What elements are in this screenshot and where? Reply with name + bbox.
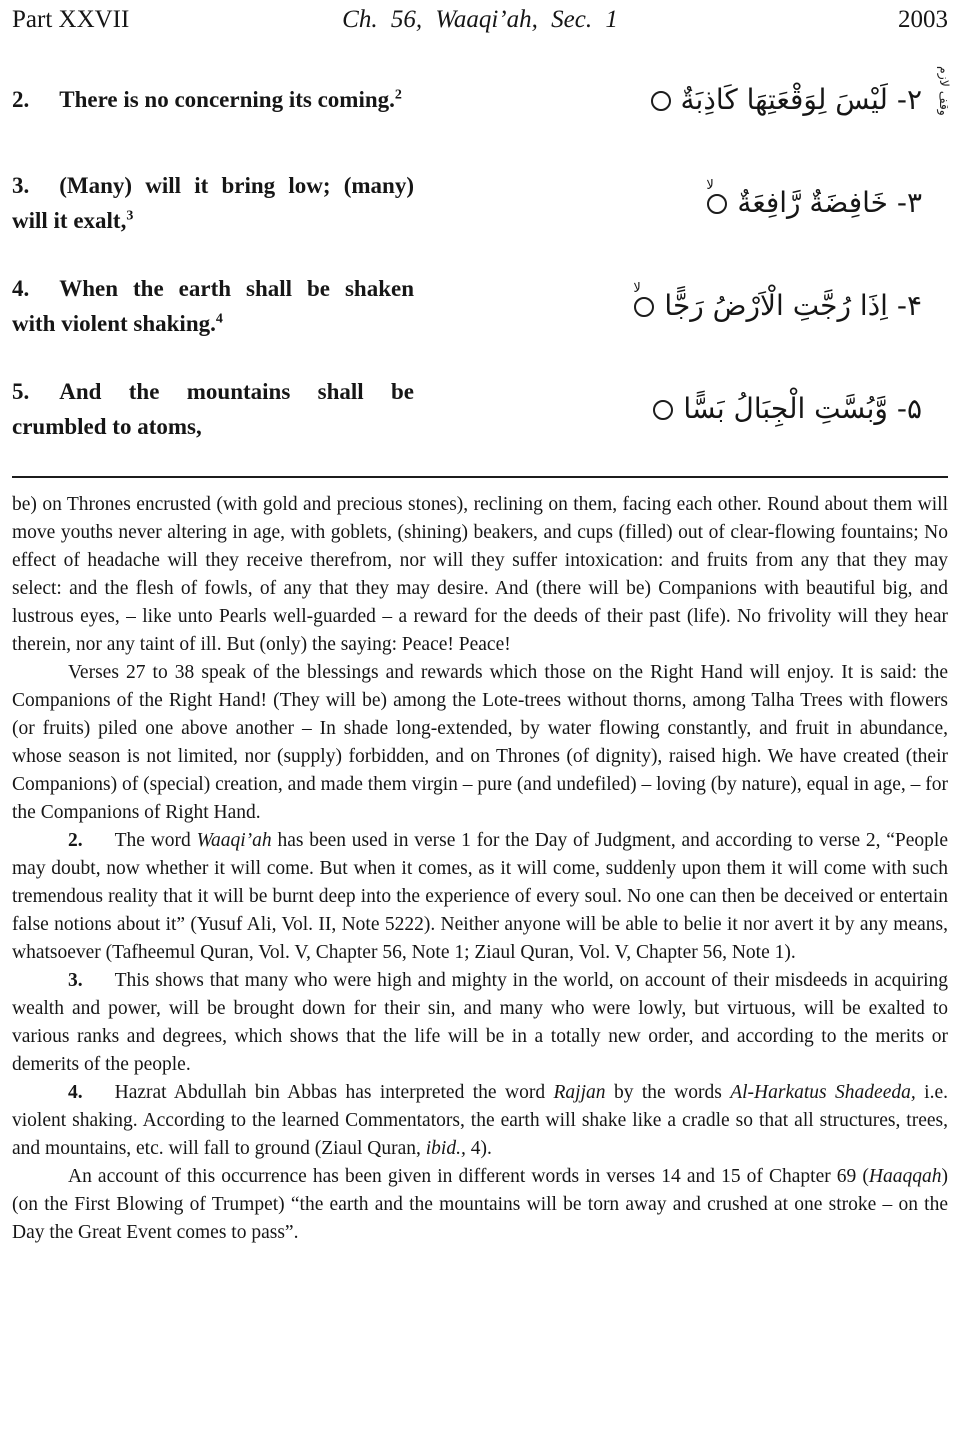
verse-text: There is no concerning its coming. [59,87,395,112]
verse-text: And the mountains shall be crumbled to atoms, [12,378,414,439]
verse-section [12,64,952,445]
verse-english [12,82,414,117]
footnote-3: 3. This shows that many who were high and mighty in the world, on account of their misdeeds in acquiring wealth and power, will be brought down for their sin, and many who were lowly, but virtuous, will be exalted to various ranks and degrees, which shows that the life will be in a totally new order, and according to the merits or demerits of the people. [12,969,948,1075]
arabic-text: ۵- وَّبُسَّتِ الْجِبَالُ بَسًّا [683,391,922,425]
footnote-4: 4. Hazrat Abdullah bin Abbas has interpreted the word Rajjan by the words Al-Harkatus Shadeeda, i.e. violent shaking. According to the learned Commentators, the earth will shake like a cradle so that all structures, trees, and mountains, etc. will fall to ground (Ziaul Quran, ibid., 4). [12,1081,948,1159]
footnote-ref: 3 [126,207,134,223]
verse-arabic [587,177,922,222]
verse-english [12,271,414,341]
verse-number: 4. [12,275,30,301]
verse-text: (Many) will it bring low; (many) will it exalt, [12,172,414,233]
ayah-end-icon [651,91,671,111]
verse-arabic [587,390,922,428]
arabic-text: ۴- اِذَا رُجَّتِ الْاَرْضُ رَجًّا [664,288,922,322]
verse-row-4 [12,270,948,342]
verse-number: 5. [12,378,30,404]
verse-arabic [587,81,922,119]
ayah-end-icon [653,400,673,420]
footnote-ref: 2 [394,87,402,103]
verse-text: When the earth shall be shaken with violent shaking. [12,275,414,336]
commentary-paragraph: An account of this occurrence has been given in different words in verses 14 and 15 of Chapter 69 (Haaqqah) (on the First Blowing of Trumpet) “the earth and the mountains will be torn away and crushed at one stroke – on the Day the Great Event comes to pass”. [12,1165,948,1243]
ayah-end-icon [633,280,654,317]
commentary-section [12,491,948,1247]
footnote-2: 2. The word Waaqi’ah has been used in verse 1 for the Day of Judgment, and according to verse 2, “People may doubt, now whether it will come. But when it comes, as it will come, suddenly upon them it will come with such tremendous reality that it will be burnt deep into the experience of every soul. No one can then be deceived or entertain false notions about it” (Yusuf Ali, Vol. II, Note 5222). Neither anyone will be able to belie it nor avert it by any means, whatsoever (Tafheemul Quran, Vol. V, Chapter 56, Note 1; Ziaul Quran, Vol. V, Chapter 56, Note 1). [12,829,948,963]
footnote-divider [12,476,948,478]
verse-row-3 [12,167,948,239]
verse-row-2 [12,64,952,136]
verse-english [12,168,414,238]
ayah-end-icon [706,177,727,214]
verse-row-5 [12,373,948,445]
commentary-paragraph: Verses 27 to 38 speak of the blessings and rewards which those on the Right Hand will enjoy. It is said: the Companions of the Right Hand! (They will be) among the Lote-trees without thorns, among Talha Trees with flowers (or fruits) piled one above another – In shade long-extended, by water flowing constantly, and fruit in abundance, whose season is not limited, nor (supply) forbidden, and on Thrones (of dignity), raised high. We have created (their Companions) of (special) creation, and made them virgin – pure (and undefiled) – loving (by nature), equal in age, – for the Companions of Right Hand. [12,661,948,823]
footnote-ref: 4 [215,310,223,326]
arabic-text: ۲- لَيْسَ لِوَقْعَتِهَا كَاذِبَةٌ [680,82,922,116]
arabic-text: ۳- خَافِضَةٌ رَّافِعَةٌ [737,185,922,219]
page-number: 2003 [898,6,948,33]
commentary-paragraph: be) on Thrones encrusted (with gold and precious stones), reclining on them, facing each other. Round about them will move youths never altering in age, with goblets, (shining) beakers, and cups (filled) out of clear-flowing fountains; No effect of headache will they receive therefrom, nor will they suffer intoxication: and fruits from any that they may select: and the flesh of fowls, of any that they may desire. And (there will be) Companions with beautiful big, and lustrous eyes, – like unto Pearls well-guarded – a reward for the deeds of their past (life). No frivolity will they hear therein, nor any taint of ill. But (only) the saying: Peace! Peace! [12,493,948,655]
verse-english [12,374,414,444]
pause-mark: لا [633,280,641,296]
chapter-title: Ch. 56, Waaqi’ah, Sec. 1 [342,6,618,33]
running-header [12,6,948,34]
verse-number: 3. [12,172,30,198]
pause-mark: لا [706,177,714,193]
verse-number: 2. [12,87,30,112]
part-label: Part XXVII [12,6,130,33]
margin-annotation: وقف لازم [937,65,952,116]
verse-arabic [587,280,922,325]
